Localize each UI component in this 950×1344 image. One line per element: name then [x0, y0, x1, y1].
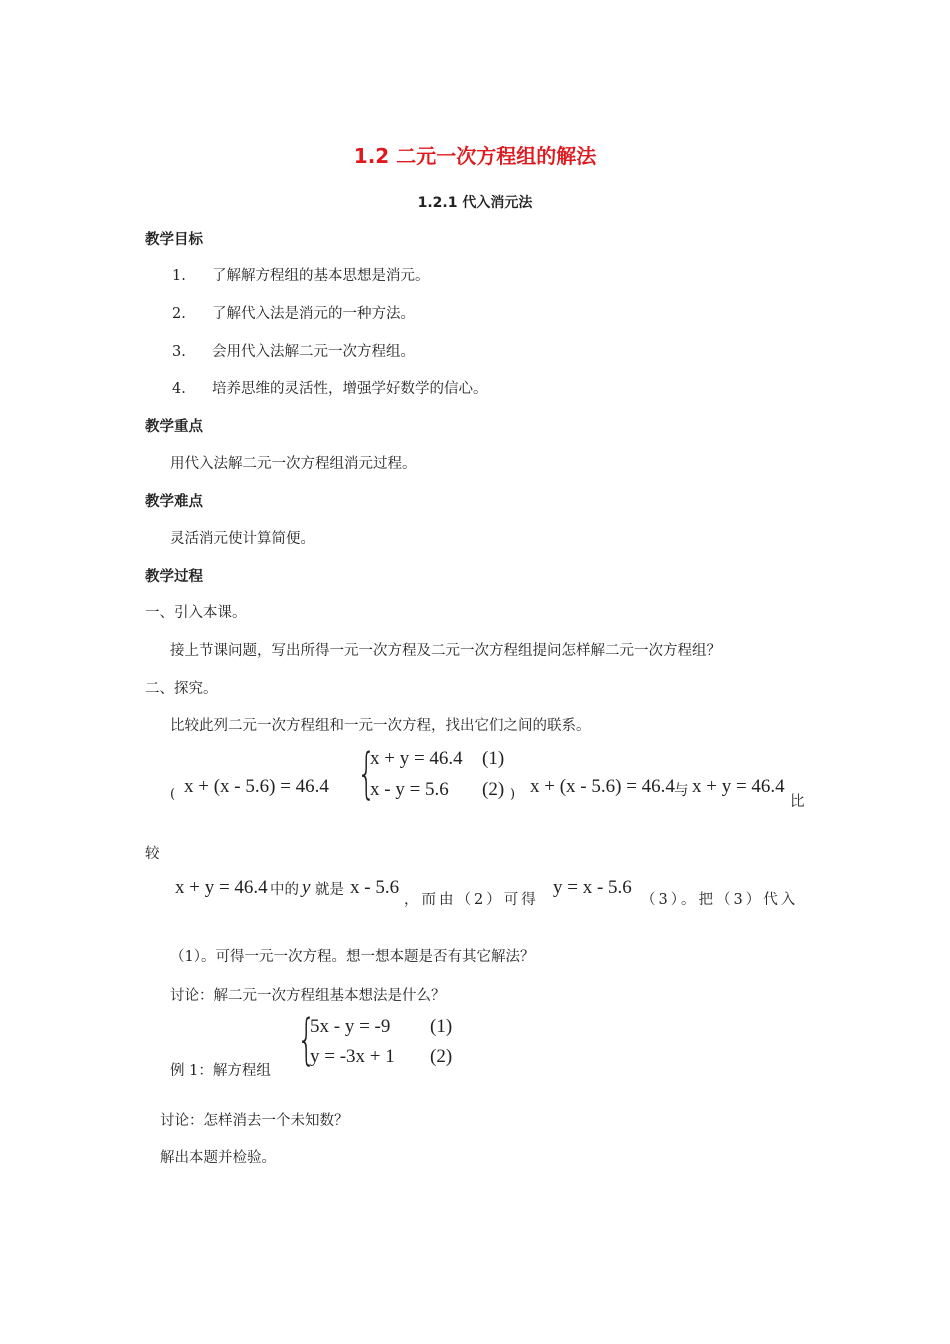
- text-continue: （1）。可得一元一次方程。想一想本题是否有其它解法？: [170, 949, 535, 965]
- word-bi: 比: [790, 794, 805, 810]
- text-ba3: （3）。把（3）代入: [641, 892, 799, 908]
- goals-heading: 教学目标: [145, 232, 203, 248]
- equation-compare-a: x + (x - 5.6) = 46.4: [530, 776, 675, 797]
- inline-eq-a: x + y = 46.4: [175, 877, 268, 898]
- part1-text: 接上节课问题，写出所得一元一次方程及二元一次方程组提问怎样解二元一次方程组？: [170, 643, 721, 659]
- system2-eq1: 5x - y = -9: [310, 1016, 391, 1037]
- goal-item: [172, 340, 415, 361]
- page-title: 1.2 二元一次方程组的解法: [353, 144, 597, 168]
- equation-single: x + (x - 5.6) = 46.4: [184, 776, 329, 797]
- goal-number: 2.: [172, 306, 186, 322]
- goal-number: 4.: [172, 381, 186, 397]
- paren-open: (: [170, 787, 176, 802]
- word-jiao: 较: [145, 846, 160, 862]
- solve-text: 解出本题并检验。: [160, 1150, 276, 1166]
- word-with: 与: [674, 783, 689, 799]
- goal-item: [172, 302, 415, 323]
- equation-compare-b: x + y = 46.4: [692, 776, 785, 797]
- goal-item: [172, 377, 488, 398]
- system2-tag1: (1): [430, 1016, 453, 1037]
- goal-number: 1.: [172, 268, 186, 284]
- system2-tag2: (2): [430, 1046, 453, 1067]
- inline-jiushi: 就是: [315, 882, 344, 898]
- inline-eq-c: y = x - 5.6: [553, 877, 632, 898]
- key-text: 用代入法解二元一次方程组消元过程。: [170, 456, 417, 472]
- section-subtitle: 1.2.1 代入消元法: [417, 195, 533, 211]
- system-brace: {: [357, 742, 376, 805]
- text-erqie: ，而由（2）可得: [404, 892, 539, 908]
- system1-eq2: x - y = 5.6: [370, 779, 449, 800]
- inline-zhongde: 中的: [270, 882, 299, 898]
- goal-text: 了解解方程组的基本思想是消元。: [212, 268, 430, 284]
- process-heading: 教学过程: [145, 569, 203, 585]
- discussion-1: 讨论：解二元一次方程组基本想法是什么？: [170, 988, 446, 1004]
- example-label: 例 1：解方程组: [170, 1063, 271, 1079]
- key-heading: 教学重点: [145, 419, 203, 435]
- system2-eq2: y = -3x + 1: [310, 1046, 395, 1067]
- system1-eq1: x + y = 46.4: [370, 748, 463, 769]
- difficulty-heading: 教学难点: [145, 494, 203, 510]
- discussion-2: 讨论：怎样消去一个未知数？: [160, 1113, 349, 1129]
- system1-tag2: (2): [482, 779, 505, 800]
- system1-tag1: (1): [482, 748, 505, 769]
- inline-y: y: [302, 877, 311, 898]
- inline-eq-b: x - 5.6: [350, 877, 400, 898]
- difficulty-text: 灵活消元使计算简便。: [170, 531, 315, 547]
- goal-item: [172, 264, 430, 285]
- goal-text: 会用代入法解二元一次方程组。: [212, 344, 415, 360]
- goal-number: 3.: [172, 344, 186, 360]
- part1-title: 一、引入本课。: [145, 605, 247, 621]
- part2-title: 二、探究。: [145, 681, 218, 697]
- part2-text: 比较此列二元一次方程组和一元一次方程，找出它们之间的联系。: [170, 718, 591, 734]
- goal-text: 培养思维的灵活性，增强学好数学的信心。: [212, 381, 488, 397]
- paren-close: ): [510, 787, 516, 802]
- goal-text: 了解代入法是消元的一种方法。: [212, 306, 415, 322]
- system-brace: {: [297, 1008, 316, 1071]
